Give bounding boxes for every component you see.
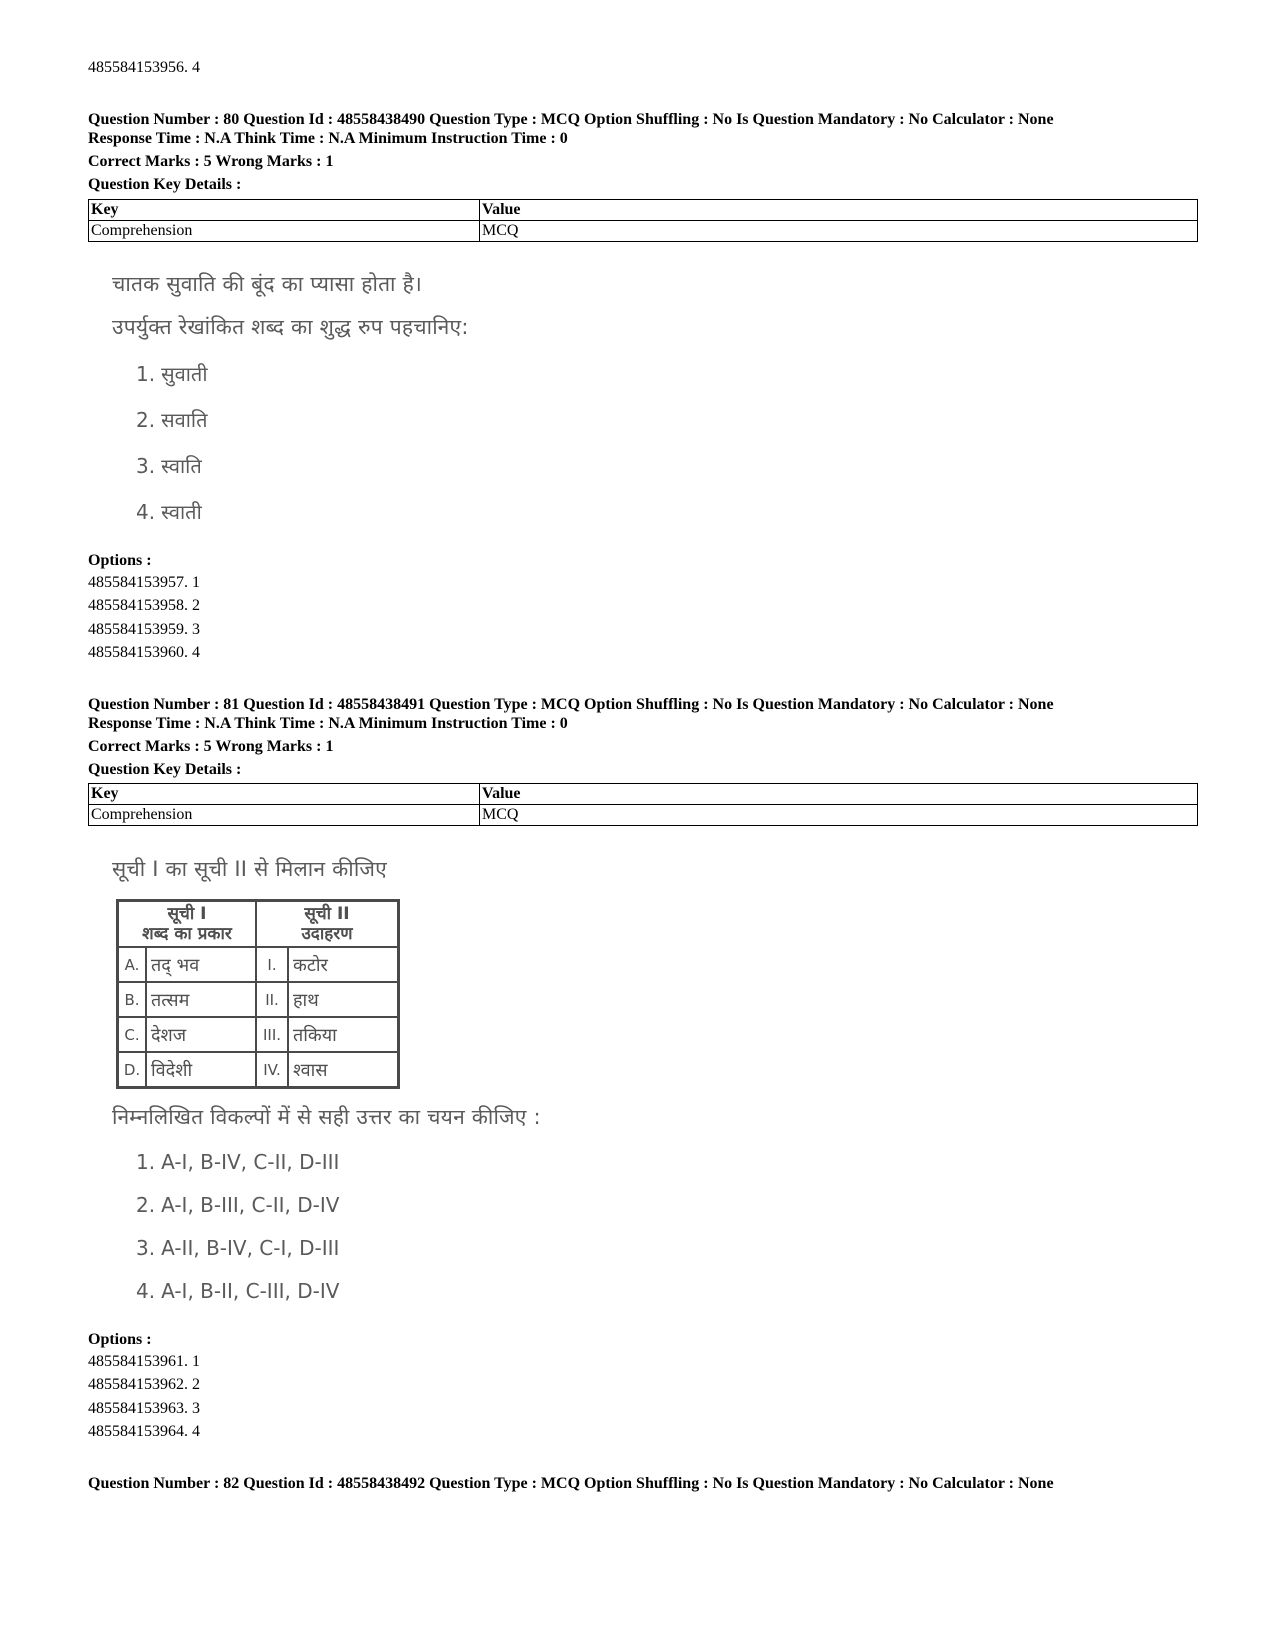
marks-line: Correct Marks : 5 Wrong Marks : 1 [88,738,334,755]
table-row: C. देशज III. तकिया [118,1017,399,1052]
table-cell-key: Comprehension [89,805,480,826]
question-instruction: उपर्युक्त रेखांकित शब्द का शुद्ध रुप पहचानिए: [112,315,469,339]
table-header-key: Key [89,200,480,221]
choice-2: 2. A-I, B-III, C-II, D-IV [136,1193,340,1217]
match-header-row [118,901,399,948]
key-details-label: Question Key Details : [88,176,242,193]
options-label: Options : [88,1331,152,1348]
options-label: Options : [88,552,152,569]
choice-1: 1. A-I, B-IV, C-II, D-III [136,1150,340,1174]
match-header-list-1: सूची I शब्द का प्रकार [118,901,257,948]
table-cell-key: Comprehension [89,221,480,242]
choice-4: 4. स्वाती [136,500,202,524]
option-line: 485584153964. 4 [88,1423,200,1440]
table-header-row [89,784,1198,805]
match-header-list-2: सूची II उदाहरण [256,901,399,948]
key-details-table [88,199,1198,242]
table-header-row [89,200,1198,221]
table-row: D. विदेशी IV. श्वास [118,1052,399,1088]
question-image [88,855,541,1304]
table-row [89,805,1198,826]
table-cell-value: MCQ [480,221,1198,242]
question-image [112,270,469,525]
question-meta-line-2: Response Time : N.A Think Time : N.A Minimum Instruction Time : 0 [88,130,568,147]
question-meta-line-2: Response Time : N.A Think Time : N.A Minimum Instruction Time : 0 [88,715,568,732]
table-header-value: Value [480,784,1198,805]
choice-4: 4. A-I, B-II, C-III, D-IV [136,1279,340,1303]
question-instruction-top: सूची I का सूची II से मिलान कीजिए [112,857,387,881]
choice-3: 3. स्वाति [136,454,202,478]
option-line: 485584153960. 4 [88,644,200,661]
question-meta-line-1: Question Number : 80 Question Id : 48558438490 Question Type : MCQ Option Shuffling : No Is Question Mandatory : No Calculator : None [88,111,1054,128]
previous-option-line: 485584153956. 4 [88,59,200,76]
option-line: 485584153962. 2 [88,1376,200,1393]
table-cell-value: MCQ [480,805,1198,826]
key-details-table [88,783,1198,826]
choice-2: 2. सवाति [136,408,208,432]
option-line: 485584153963. 3 [88,1400,200,1417]
option-line: 485584153959. 3 [88,621,200,638]
table-row: A. तद् भव I. कटोर [118,947,399,982]
choice-3: 3. A-II, B-IV, C-I, D-III [136,1236,340,1260]
question-sentence: चातक सुवाति की बूंद का प्यासा होता है। [112,272,423,296]
match-table [116,899,400,1089]
option-line: 485584153961. 1 [88,1353,200,1370]
option-line: 485584153958. 2 [88,597,200,614]
table-row [89,221,1198,242]
table-row: B. तत्सम II. हाथ [118,982,399,1017]
table-header-value: Value [480,200,1198,221]
choice-1: 1. सुवाती [136,362,208,386]
marks-line: Correct Marks : 5 Wrong Marks : 1 [88,153,334,170]
key-details-label: Question Key Details : [88,761,242,778]
table-header-key: Key [89,784,480,805]
option-line: 485584153957. 1 [88,574,200,591]
question-meta-line-1: Question Number : 81 Question Id : 48558438491 Question Type : MCQ Option Shuffling : No Is Question Mandatory : No Calculator : None [88,696,1054,713]
next-question-meta-line-1: Question Number : 82 Question Id : 48558438492 Question Type : MCQ Option Shuffling : No Is Question Mandatory : No Calculator : None [88,1475,1054,1492]
question-instruction-bottom: निम्नलिखित विकल्पों में से सही उत्तर का चयन कीजिए : [112,1105,541,1129]
